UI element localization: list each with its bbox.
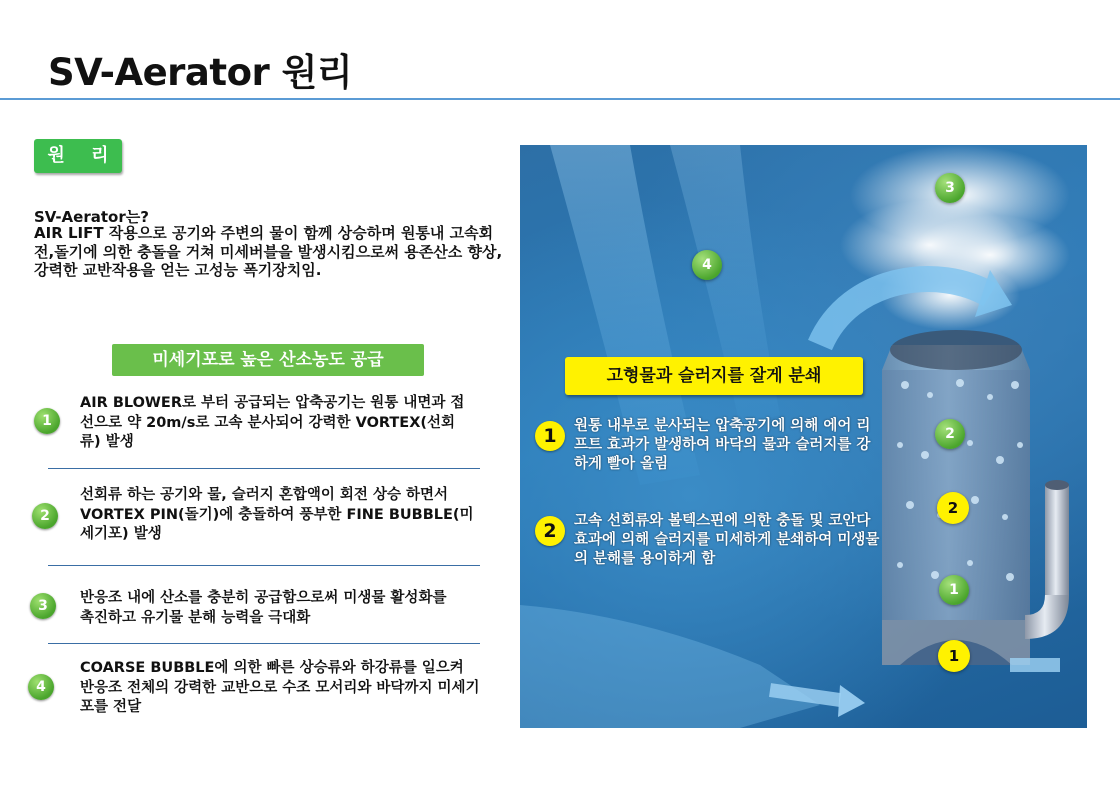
inflow-band [520, 605, 820, 728]
feature-text-4: COARSE BUBBLE에 의한 빠른 상승류와 하강류를 일으켜 반응조 전체의 강력한 교반으로 수조 모서리와 바닥까지 미세기포를 전달 [80, 660, 480, 715]
feature-divider [48, 643, 480, 644]
feature-text-2: 선회류 하는 공기와 물, 슬러지 혼합액이 회전 상승 하면서 VORTEX PIN(돌기)에 충돌하여 풍부한 FINE BUBBLE(미세기포) 발생 [80, 487, 474, 542]
principle-tag: 원 리 [34, 139, 122, 173]
feature-number-4: 4 [28, 674, 54, 700]
feature-number-3: 3 [30, 593, 56, 619]
feature-text-1: AIR BLOWER로 부터 공급되는 압축공기는 원통 내면과 접선으로 약 20m/s로 고속 분사되어 강력한 VORTEX(선회류) 발생 [80, 395, 465, 450]
intro-body: AIR LIFT 작용으로 공기와 주변의 물이 함께 상승하며 원통내 고속회전,돌기에 의한 충돌을 거쳐 미세버블을 발생시킴으로써 용존산소 향상, 강력한 교반작용을 얻는 고성능 폭기장치임. [34, 224, 503, 279]
diagram-marker-1: 1 [938, 640, 970, 672]
feature-text-3: 반응조 내에 산소를 충분히 공급함으로써 미생물 활성화를 촉진하고 유기물 분해 능력을 극대화 [80, 590, 447, 626]
diagram-marker-4: 4 [692, 250, 722, 280]
air-supply-pipe [1025, 480, 1069, 639]
illus-point-text-1: 원통 내부로 분사되는 압축공기에 의해 에어 리프트 효과가 발생하여 바닥의 물과 슬러지를 강하게 빨아 올림 [574, 418, 871, 472]
page-title: SV-Aerator 원리 [48, 51, 353, 94]
arrow-head [838, 685, 865, 717]
feature-divider [48, 565, 480, 566]
intro-heading: SV-Aerator는? [34, 208, 149, 226]
fine-bubble-tag: 미세기포로 높은 산소농도 공급 [112, 344, 424, 376]
illus-point-number-1: 1 [535, 421, 565, 451]
feature-number-2: 2 [32, 503, 58, 529]
diagram-marker-3: 3 [935, 173, 965, 203]
feature-divider [48, 468, 480, 469]
illus-point-text-2: 고속 선회류와 볼텍스핀에 의한 충돌 및 코안다효과에 의해 슬러지를 미세하게 분쇄하여 미생물의 분해를 용이하게 함 [574, 513, 880, 567]
title-divider [0, 98, 1120, 100]
diagram-marker-2: 2 [937, 492, 969, 524]
aerator-illustration [520, 145, 1087, 728]
inflow-arrow [770, 690, 840, 700]
illus-point-number-2: 2 [535, 516, 565, 546]
crushing-banner: 고형물과 슬러지를 잘게 분쇄 [565, 357, 863, 395]
diagram-marker-2: 2 [935, 419, 965, 449]
feature-number-1: 1 [34, 408, 60, 434]
diagram-marker-1: 1 [939, 575, 969, 605]
